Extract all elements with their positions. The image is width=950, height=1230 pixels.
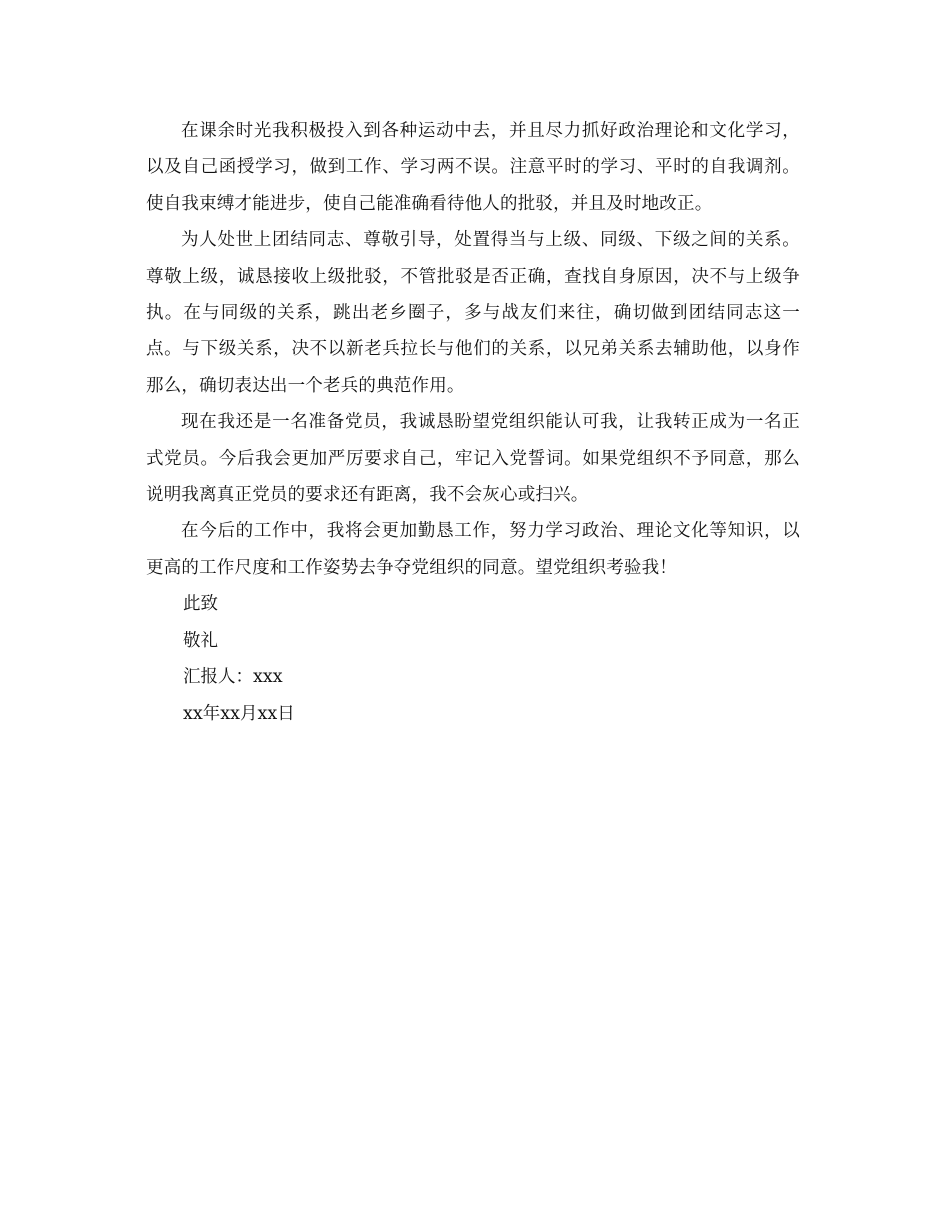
document-body (146, 113, 800, 732)
paragraph-future-work: 在今后的工作中，我将会更加勤恳工作，努力学习政治、理论文化等知识，以更高的工作尺度和工作姿势去争夺党组织的同意。望党组织考验我！ (146, 521, 800, 578)
report-date: xx年xx月xx日 (183, 703, 295, 724)
paragraph-membership: 现在我还是一名准备党员，我诚恳盼望党组织能认可我，让我转正成为一名正式党员。今后我会更加严厉要求自己，牢记入党誓词。如果党组织不予同意，那么说明我离真正党员的要求还有距离，我不会灰心或扫兴。 (146, 412, 800, 506)
paragraph-relationships: 为人处世上团结同志、尊敬引导，处置得当与上级、同级、下级之间的关系。尊敬上级，诚恳接收上级批驳，不管批驳是否正确，查找自身原因，决不与上级争执。在与同级的关系，跳出老乡圈子，多与战友们来往，确切做到团结同志这一点。与下级关系，决不以新老兵拉长与他们的关系，以兄弟关系去辅助他，以身作那么，确切表达出一个老兵的典范作用。 (146, 230, 800, 396)
closing-salutation-1: 此致 (183, 594, 218, 615)
closing-salutation-2: 敬礼 (183, 630, 218, 651)
reporter-signature: 汇报人：xxx (183, 667, 283, 688)
paragraph-activities: 在课余时光我积极投入到各种运动中去，并且尽力抓好政治理论和文化学习，以及自己函授学习，做到工作、学习两不误。注意平时的学习、平时的自我调剂。使自我束缚才能进步，使自己能准确看待他人的批驳，并且及时地改正。 (146, 121, 800, 214)
